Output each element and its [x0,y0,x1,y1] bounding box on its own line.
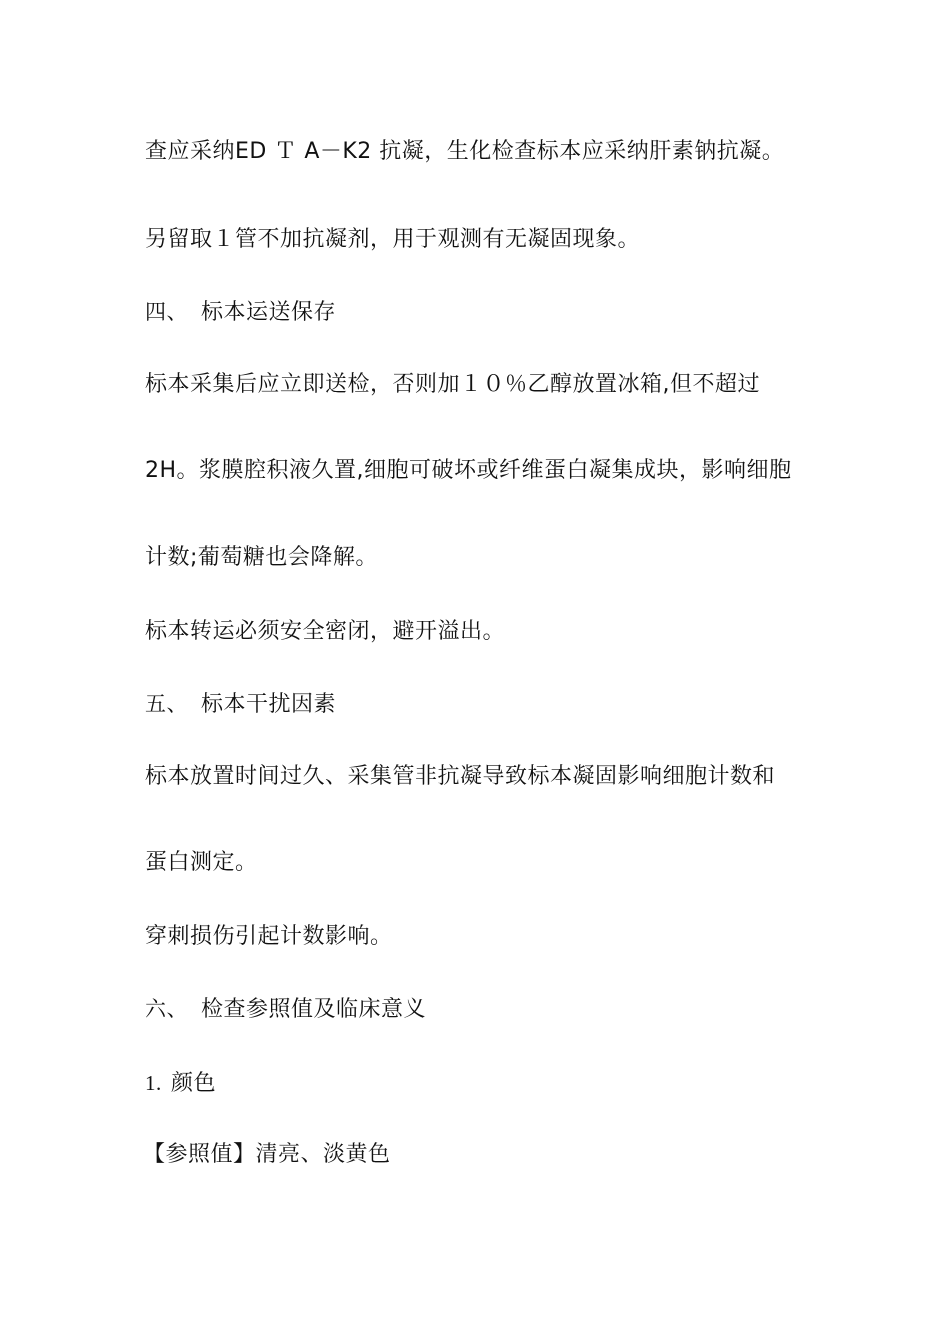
heading-number: 六、 [145,997,188,1021]
section-heading-5 [145,689,336,720]
heading-number: 四、 [145,300,188,324]
paragraph-line: 标本放置时间过久、采集管非抗凝导致标本凝固影响细胞计数和 [145,764,776,789]
paragraph-line: 【参照值】清亮、淡黄色 [143,1142,391,1167]
list-item-text: 颜色 [171,1071,217,1096]
paragraph-line: 标本采集后应立即送检，否则加１０％乙醇放置冰箱,但不超过 [145,372,760,397]
paragraph-line: 穿刺损伤引起计数影响。 [145,924,393,949]
paragraph-line: 另留取１管不加抗凝剂，用于观测有无凝固现象。 [145,227,641,252]
heading-number: 五、 [145,692,188,716]
heading-text: 标本运送保存 [201,300,337,325]
section-heading-6 [145,994,426,1025]
paragraph-line: 蛋白测定。 [145,850,258,875]
paragraph-line: 查应采纳ED Ｔ A－K2 抗凝，生化检查标本应采纳肝素钠抗凝。 [145,139,785,164]
paragraph-line: 2H。浆膜腔积液久置,细胞可破坏或纤维蛋白凝集成块，影响细胞 [145,458,792,483]
paragraph-line: 计数;葡萄糖也会降解。 [145,545,378,570]
heading-text: 检查参照值及临床意义 [201,997,427,1022]
heading-text: 标本干扰因素 [201,692,337,717]
section-heading-4 [145,297,336,328]
list-number: 1. [145,1071,162,1095]
list-item-1 [145,1068,216,1099]
paragraph-line: 标本转运必须安全密闭，避开溢出。 [145,619,506,644]
